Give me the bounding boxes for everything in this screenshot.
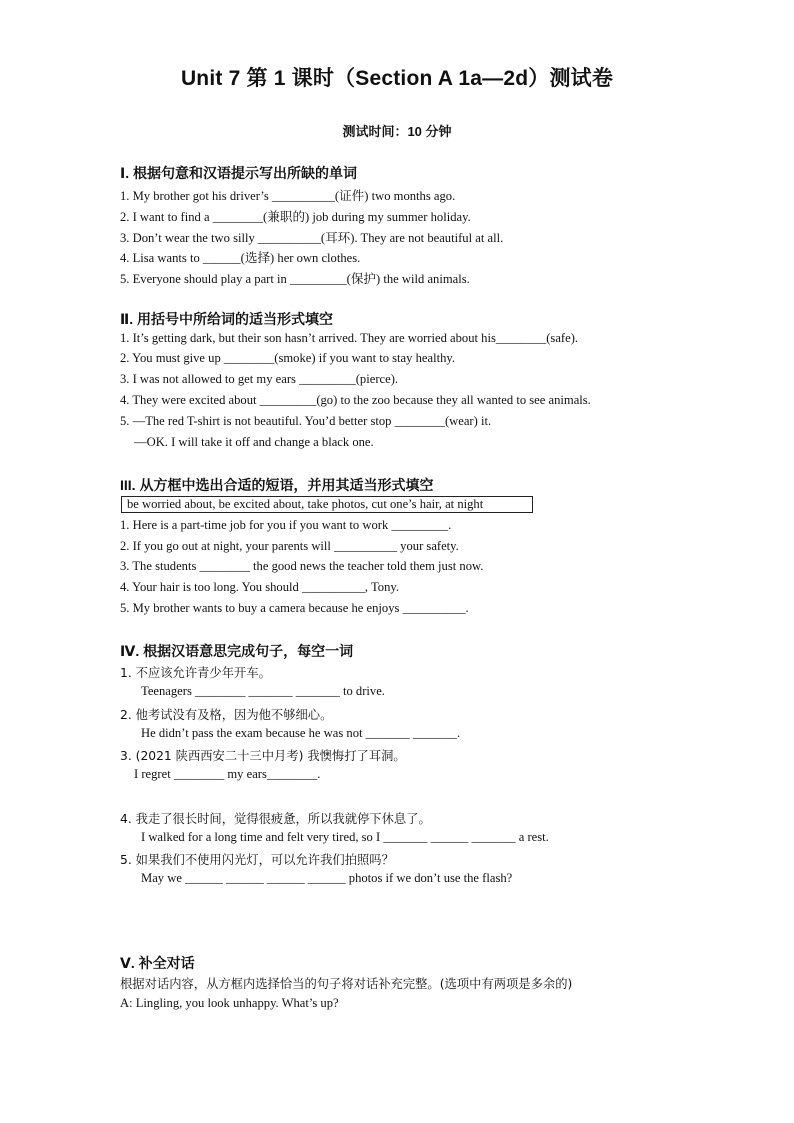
section-4-item-cn: 1. 不应该允许青少年开车。 (120, 666, 271, 680)
section-4-item-cn: 2. 他考试没有及格，因为他不够细心。 (120, 708, 333, 722)
test-time: 测试时间：10 分钟 (342, 124, 452, 139)
section-2-heading: Ⅱ. 用括号中所给词的适当形式填空 (120, 311, 334, 327)
section-4-item-en: I walked for a long time and felt very tired, so I _______ ______ _______ a rest. (141, 830, 549, 844)
section-4-item-en: Teenagers ________ _______ _______ to drive. (141, 684, 385, 698)
section-4-item-cn: 3. (2021 陕西西安二十三中月考) 我懊悔打了耳洞。 (120, 749, 406, 763)
section-4-item-cn: 4. 我走了很长时间，觉得很疲惫，所以我就停下休息了。 (120, 812, 431, 826)
section-2-item: 4. They were excited about _________(go) to the zoo because they all wanted to see animals. (120, 393, 591, 407)
section-5-instruction: 根据对话内容，从方框内选择恰当的句子将对话补充完整。(选项中有两项是多余的) (120, 977, 573, 991)
phrase-box: be worried about, be excited about, take photos, cut one’s hair, at night (121, 496, 533, 513)
section-3-item: 5. My brother wants to buy a camera because he enjoys __________. (120, 601, 469, 615)
page-title: Unit 7 第 1 课时（Section A 1a—2d）测试卷 (180, 67, 614, 90)
section-4-item-en: He didn’t pass the exam because he was not _______ _______. (141, 726, 461, 740)
section-2-item: 1. It’s getting dark, but their son hasn’t arrived. They are worried about his________(safe). (120, 331, 579, 345)
section-1-item: 1. My brother got his driver’s __________(证件) two months ago. (120, 189, 456, 203)
section-1-heading: Ⅰ. 根据句意和汉语提示写出所缺的单词 (120, 165, 357, 181)
section-2-item-reply: —OK. I will take it off and change a black one. (134, 435, 374, 449)
section-4-item-en: I regret ________ my ears________. (134, 767, 321, 781)
section-1-item: 5. Everyone should play a part in _________(保护) the wild animals. (120, 272, 470, 286)
section-3-item: 2. If you go out at night, your parents will __________ your safety. (120, 539, 459, 553)
section-2-item: 3. I was not allowed to get my ears _________(pierce). (120, 372, 399, 386)
section-4-heading: Ⅳ. 根据汉语意思完成句子，每空一词 (120, 643, 354, 659)
section-5-heading: Ⅴ. 补全对话 (120, 955, 195, 971)
section-1-item: 2. I want to find a ________(兼职的) job during my summer holiday. (120, 210, 471, 224)
section-3-heading: III. 从方框中选出合适的短语，并用其适当形式填空 (120, 477, 434, 493)
section-1-item: 4. Lisa wants to ______(选择) her own clothes. (120, 251, 361, 265)
section-2-item: 2. You must give up ________(smoke) if you want to stay healthy. (120, 351, 455, 365)
section-4-item-en: May we ______ ______ ______ ______ photos if we don’t use the flash? (141, 871, 513, 885)
section-3-item: 1. Here is a part-time job for you if you want to work _________. (120, 518, 452, 532)
section-4-item-cn: 5. 如果我们不使用闪光灯，可以允许我们拍照吗？ (120, 853, 394, 867)
section-2-item: 5. —The red T-shirt is not beautiful. You’d better stop ________(wear) it. (120, 414, 492, 428)
section-1-item: 3. Don’t wear the two silly __________(耳环). They are not beautiful at all. (120, 231, 504, 245)
dialogue-line: A: Lingling, you look unhappy. What’s up? (120, 996, 339, 1010)
section-3-item: 3. The students ________ the good news the teacher told them just now. (120, 559, 484, 573)
section-3-item: 4. Your hair is too long. You should __________, Tony. (120, 580, 400, 594)
